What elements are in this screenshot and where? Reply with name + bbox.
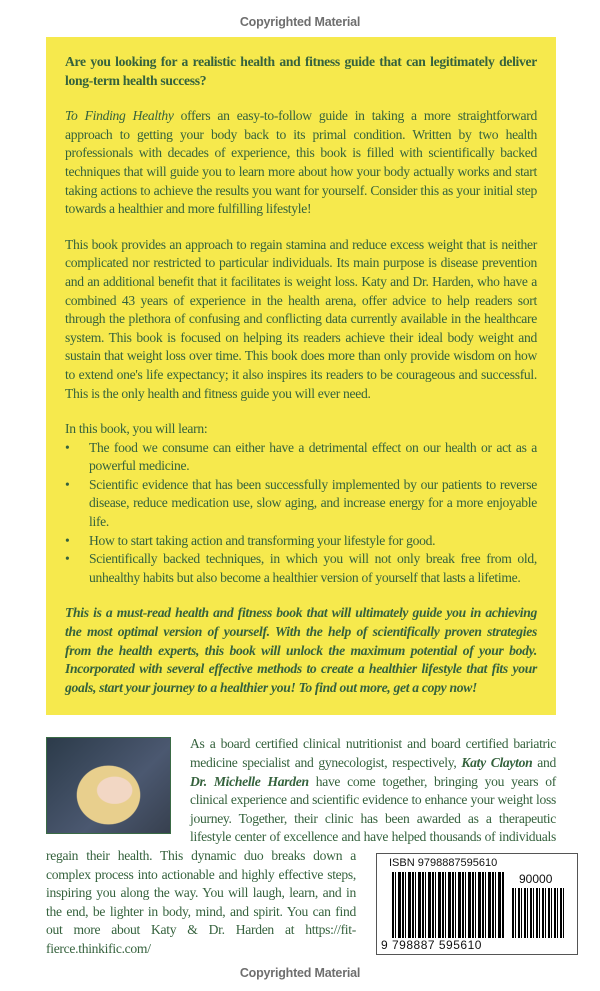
bio-text: have come together, bringing you years of clinical experience and scientific evidence to enhance your weight	[190, 773, 556, 808]
barcode-digits: 9 798887 595610	[381, 938, 482, 953]
list-item: • How to start taking action and transforming your lifestyle for good.	[65, 532, 537, 551]
author-section	[46, 735, 556, 958]
bio-text: As a board certified clinical nutritionist and board certified bariatric medicine specialist and gynecologist, respectively,	[190, 736, 556, 770]
list-item: • The food we consume can either have a detrimental effect on our health or act as a powerful medicine.	[65, 439, 537, 476]
addon-bars	[512, 888, 565, 938]
price-code: 90000	[519, 872, 553, 887]
lead-question: Are you looking for a realistic health and fitness guide that can legitimately deliver long-term health success?	[65, 54, 537, 88]
author-name: Katy Clayton	[461, 755, 533, 770]
isbn-label: ISBN 9798887595610	[389, 857, 498, 870]
description-panel	[46, 37, 556, 715]
bio-text: and	[532, 755, 557, 770]
intro-paragraph	[65, 107, 537, 219]
author-name: Dr. Michelle Harden	[190, 773, 309, 789]
about-paragraph: This book provides an approach to regain stamina and reduce excess weight that is neither complicated nor restricted to particular individuals. Its main purpose is disease prevention and an additional benefit that it facilitates is weight loss. Katy and Dr. Harden, who have a combined 43 years of experience in the health arena, offer advice to help readers sort through the plethora of confusing and conflicting data currently available in the healthcare system. This book is focused on helping its readers achieve their ideal body weight and sustain that weight loss over time. This book does more than only provide wisdom on how to extend one's life expectancy; it also inspires its readers to be courageous and successful. This is the only health and fitness guide you will ever need.	[65, 236, 537, 401]
intro-text: offers an easy-to-follow guide in taking a more straightforward approach to getting your body back to its primal condition. Written by two health professionals with decades of experience, this book is filled with scientifically backed techniques that will guide you to learn more about how your body actually works and start taking actions to achieve the results you want for yourself. Consider this as your initial step towards a healthier and more fulfilling lifestyle!	[65, 108, 537, 217]
learn-intro: In this book, you will learn:	[65, 421, 208, 437]
copyright-watermark-top: Copyrighted Material	[239, 15, 361, 29]
list-item: • Scientifically backed techniques, in which you will not only break free from old, unhealthy habits but also become a healthier version of yourself that lasts a lifetime.	[65, 550, 537, 587]
bio-continued-2: as a therapeutic lifestyle center of excellence and have helped thousands of individuals regain their health. This dynamic duo breaks down a complex process into actionable and highly effective steps, inspiring you along the way. You will laugh, learn, and in the end, be lighter in body, mind, and spirit. You can find out more about Katy & Dr. Harden at https://fit-fierce.thinkific.com/	[46, 810, 556, 956]
isbn-barcode	[376, 853, 578, 955]
copyright-watermark-bottom: Copyrighted Material	[239, 965, 361, 980]
learn-list	[65, 439, 537, 588]
bio-continued: loss journey. Together, their clinic has been awarded	[190, 792, 556, 826]
list-item: • Scientific evidence that has been successfully implemented by our patients to reverse disease, reduce medication use, slow aging, and increase energy for a more enjoyable life.	[65, 476, 537, 532]
closing-paragraph: This is a must-read health and fitness book that will ultimately guide you in achieving the most optimal version of yourself. With the help of scientifically proven strategies from the health experts, this book will unlock the maximum potential of your body. Incorporated with several effective methods to create a healthier lifestyle that fits your goals, start your journey to a healthier you! To find out more, get a copy now!	[65, 605, 537, 695]
author-photo	[46, 737, 171, 834]
book-title: To Finding Healthy	[65, 108, 174, 124]
barcode-bars	[392, 872, 504, 938]
